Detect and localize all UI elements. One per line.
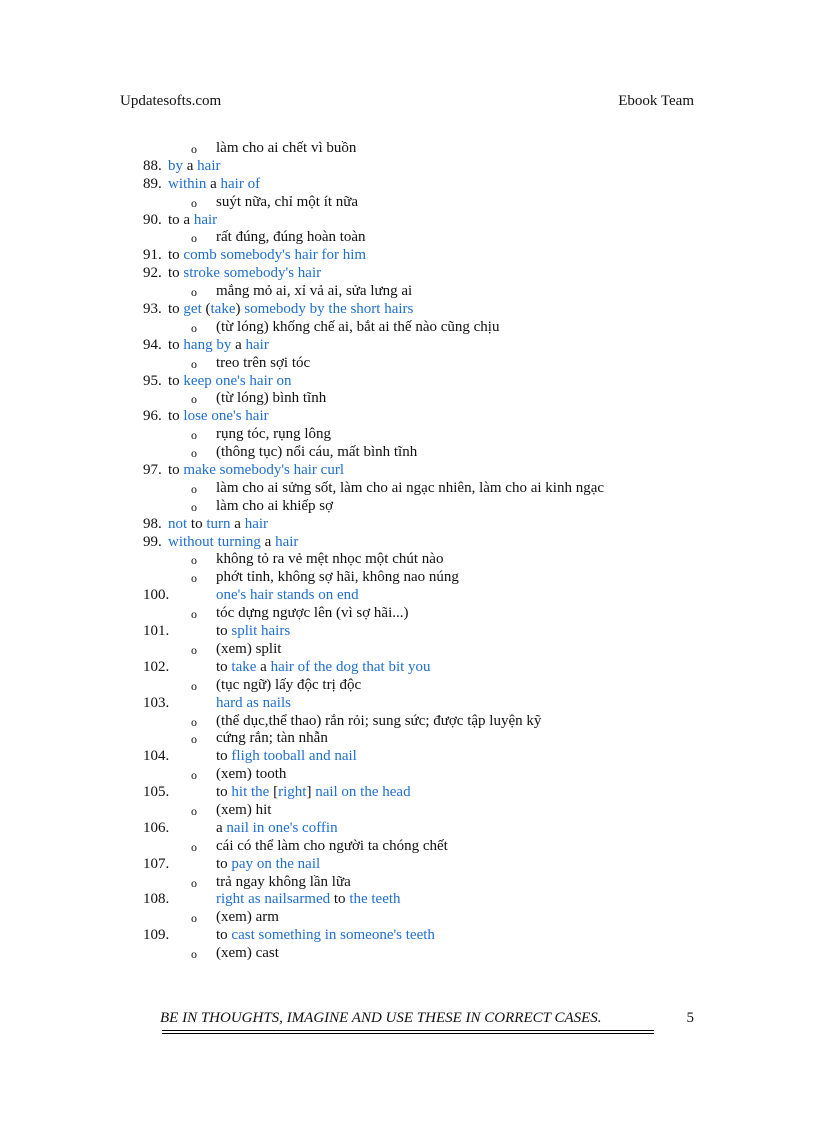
entry-number: 98.	[143, 515, 162, 532]
page-header	[120, 93, 694, 113]
plain-text: to	[168, 265, 184, 282]
plain-text: treo trên sợi tóc	[216, 354, 311, 371]
definition-item	[0, 838, 816, 856]
plain-text: to	[168, 301, 184, 318]
dictionary-link[interactable]: hard as nails	[216, 694, 291, 711]
entry-number: 94.	[143, 336, 162, 353]
bullet-icon: o	[191, 392, 197, 407]
plain-text: a	[256, 658, 271, 675]
definition-text	[216, 605, 409, 623]
entry-number: 103.	[143, 694, 170, 711]
definition-text	[216, 194, 358, 212]
plain-text: to	[168, 336, 184, 353]
footer-slogan: BE IN THOUGHTS, IMAGINE AND USE THESE IN CORRECT CASES.	[160, 1010, 602, 1026]
bullet-icon: o	[191, 356, 197, 371]
plain-text: to	[168, 247, 184, 264]
definition-text	[216, 945, 279, 963]
entry-number: 99.	[143, 533, 162, 550]
plain-text: phớt tỉnh, không sợ hãi, không nao núng	[216, 569, 459, 586]
plain-text: to	[168, 372, 184, 389]
dictionary-link[interactable]: hair of the dog that bit you	[270, 658, 431, 675]
definition-text	[216, 551, 443, 569]
entry-number: 107.	[143, 855, 170, 872]
dictionary-link[interactable]: hair	[245, 336, 269, 353]
idiom-text	[168, 462, 344, 480]
definition-item	[0, 498, 816, 516]
entry-number: 95.	[143, 372, 162, 389]
idiom-text	[168, 212, 217, 230]
idiom-entry	[0, 212, 816, 230]
idiom-entry	[0, 408, 816, 426]
dictionary-link[interactable]: within	[168, 175, 207, 192]
idiom-text	[168, 247, 366, 265]
plain-text: (xem) arm	[216, 909, 279, 926]
definition-text	[216, 229, 366, 247]
idiom-text	[168, 373, 292, 391]
entry-number: 88.	[143, 157, 162, 174]
plain-text: (xem) split	[216, 640, 282, 657]
dictionary-link[interactable]: pay on the nail	[231, 855, 321, 872]
bullet-icon: o	[191, 875, 197, 890]
entry-number: 96.	[143, 408, 162, 425]
dictionary-link[interactable]: hair	[197, 157, 221, 174]
entry-number: 105.	[143, 784, 170, 801]
dictionary-link[interactable]: split hairs	[231, 623, 291, 640]
plain-text: không tỏ ra vẻ mệt nhọc một chút nào	[216, 551, 444, 568]
definition-item	[0, 677, 816, 695]
dictionary-link[interactable]: hair	[244, 515, 269, 532]
plain-text: trả ngay không lần lữa	[216, 873, 351, 890]
idiom-text	[168, 408, 269, 426]
idiom-entry	[0, 927, 816, 945]
plain-text: làm cho ai sửng sốt, làm cho ai ngạc nhiên, làm cho ai kinh ngạc	[216, 479, 605, 496]
plain-text: làm cho ai khiếp sợ	[216, 497, 334, 514]
idiom-entry	[0, 462, 816, 480]
plain-text: cái có thể làm cho người ta chóng chết	[216, 837, 448, 854]
entry-number: 109.	[143, 927, 170, 944]
definition-text	[216, 874, 351, 892]
bullet-icon: o	[191, 571, 197, 586]
plain-text: (thông tục) nổi cáu, mất bình tĩnh	[216, 444, 418, 461]
entry-number: 91.	[143, 247, 162, 264]
plain-text: a	[230, 515, 245, 532]
plain-text: suýt nữa, chỉ một ít nữa	[216, 193, 359, 210]
plain-text: to	[330, 891, 350, 908]
plain-text: a	[183, 157, 198, 174]
definition-item	[0, 569, 816, 587]
definition-text	[216, 444, 417, 462]
entry-number: 97.	[143, 462, 162, 479]
idiom-entry	[0, 534, 816, 552]
definition-item	[0, 390, 816, 408]
definition-text	[216, 641, 281, 659]
dictionary-link[interactable]: stroke somebody's hair	[183, 265, 322, 282]
dictionary-link[interactable]: lose one's hair	[183, 408, 269, 425]
dictionary-link[interactable]: take	[231, 658, 257, 675]
dictionary-link[interactable]: keep one's hair on	[183, 372, 292, 389]
plain-text: a	[231, 336, 246, 353]
idiom-text	[168, 301, 413, 319]
bullet-icon: o	[191, 768, 197, 783]
definition-item	[0, 480, 816, 498]
definition-text	[216, 426, 331, 444]
bullet-icon: o	[191, 553, 197, 568]
dictionary-link[interactable]: by	[168, 157, 183, 174]
plain-text: [	[269, 784, 279, 801]
definition-text	[216, 569, 459, 587]
definition-item	[0, 283, 816, 301]
idiom-entry	[0, 247, 816, 265]
definition-text	[216, 498, 333, 516]
definition-item	[0, 551, 816, 569]
header-site-name: Updatesofts.com	[120, 93, 222, 109]
definition-item	[0, 874, 816, 892]
bullet-icon: o	[191, 714, 197, 729]
idiom-entry	[0, 516, 816, 534]
definition-item	[0, 641, 816, 659]
idiom-text	[216, 856, 320, 874]
dictionary-link[interactable]: nail in one's coffin	[226, 819, 338, 836]
plain-text: to	[168, 408, 184, 425]
plain-text: (thể dục,thể thao) rắn rỏi; sung sức; được tập luyện kỹ	[216, 712, 542, 729]
idiom-text	[216, 784, 411, 802]
idiom-text	[216, 587, 359, 605]
bullet-icon: o	[191, 195, 197, 210]
definition-item	[0, 802, 816, 820]
dictionary-link[interactable]: hair	[193, 211, 218, 228]
plain-text: to	[216, 748, 232, 765]
idiom-entry	[0, 301, 816, 319]
definition-text	[216, 319, 499, 337]
plain-text: to	[216, 623, 232, 640]
idiom-entry	[0, 659, 816, 677]
plain-text: to	[216, 855, 232, 872]
dictionary-link[interactable]: fligh tooball and nail	[231, 748, 357, 765]
bullet-icon: o	[191, 803, 197, 818]
definition-item	[0, 229, 816, 247]
definition-item	[0, 140, 816, 158]
definition-item	[0, 194, 816, 212]
plain-text: (	[201, 301, 211, 318]
definition-text	[216, 909, 279, 927]
plain-text: a	[216, 819, 227, 836]
plain-text: (từ lóng) khống chế ai, bắt ai thế nào cũng chịu	[216, 318, 500, 335]
plain-text: to	[216, 927, 232, 944]
dictionary-link[interactable]: cast something in someone's teeth	[231, 927, 435, 944]
entry-number: 101.	[143, 623, 170, 640]
dictionary-link[interactable]: nail on the head	[315, 784, 411, 801]
idiom-entry	[0, 176, 816, 194]
idiom-entry	[0, 695, 816, 713]
dictionary-link[interactable]: hit the	[231, 784, 270, 801]
idiom-text	[168, 158, 221, 176]
bullet-icon: o	[191, 428, 197, 443]
idiom-entry	[0, 820, 816, 838]
definition-text	[216, 730, 328, 748]
dictionary-link[interactable]: hang by	[183, 336, 232, 353]
bullet-icon: o	[191, 678, 197, 693]
plain-text: to	[216, 784, 232, 801]
plain-text: tóc dựng ngược lên (vì sợ hãi...)	[216, 605, 409, 622]
dictionary-link[interactable]: right as nailsarmed	[216, 891, 331, 908]
plain-text: (xem) tooth	[216, 766, 287, 783]
bullet-icon: o	[191, 481, 197, 496]
plain-text: ]	[306, 784, 316, 801]
idiom-text	[216, 820, 338, 838]
definition-item	[0, 730, 816, 748]
plain-text: )	[235, 301, 245, 318]
definition-text	[216, 355, 310, 373]
dictionary-link[interactable]: turn	[206, 515, 231, 532]
plain-text: rụng tóc, rụng lông	[216, 426, 331, 443]
idiom-text	[216, 623, 290, 641]
definition-item	[0, 426, 816, 444]
entry-number: 90.	[143, 211, 162, 228]
definition-item	[0, 945, 816, 963]
bullet-icon: o	[191, 320, 197, 335]
idiom-entry	[0, 623, 816, 641]
entry-number: 92.	[143, 265, 162, 282]
header-team-name: Ebook Team	[618, 93, 694, 109]
plain-text: a	[206, 175, 221, 192]
idiom-entry	[0, 337, 816, 355]
definition-text	[216, 838, 448, 856]
idiom-text	[168, 265, 321, 283]
idiom-entry	[0, 587, 816, 605]
entry-number: 102.	[143, 658, 170, 675]
idiom-entry	[0, 373, 816, 391]
entry-number: 100.	[143, 587, 170, 604]
idiom-entry	[0, 158, 816, 176]
bullet-icon: o	[191, 499, 197, 514]
definition-text	[216, 480, 604, 498]
plain-text: làm cho ai chết vì buồn	[216, 140, 357, 156]
entry-number: 104.	[143, 748, 170, 765]
idiom-text	[168, 337, 269, 355]
plain-text: to a	[168, 211, 194, 228]
dictionary-link[interactable]: hair	[275, 533, 299, 550]
plain-text: mắng mỏ ai, xỉ vả ai, sửa lưng ai	[216, 283, 413, 300]
entry-number: 93.	[143, 301, 162, 318]
idiom-entry	[0, 891, 816, 909]
definition-text	[216, 140, 356, 158]
definition-text	[216, 390, 326, 408]
bullet-icon: o	[191, 911, 197, 926]
definition-text	[216, 766, 286, 784]
bullet-icon: o	[191, 285, 197, 300]
bullet-icon: o	[191, 732, 197, 747]
bullet-icon: o	[191, 231, 197, 246]
bullet-icon: o	[191, 642, 197, 657]
plain-text: to	[187, 515, 207, 532]
dictionary-link[interactable]: right	[278, 784, 307, 801]
dictionary-link[interactable]: somebody by the short hairs	[244, 301, 414, 318]
plain-text: to	[216, 658, 232, 675]
plain-text: (từ lóng) bình tĩnh	[216, 390, 327, 407]
idiom-text	[216, 891, 401, 909]
definition-item	[0, 909, 816, 927]
bullet-icon: o	[191, 446, 197, 461]
bullet-icon: o	[191, 839, 197, 854]
dictionary-link[interactable]: take	[210, 301, 236, 318]
footer-rule-top	[162, 1030, 654, 1031]
idiom-text	[216, 748, 357, 766]
idiom-text	[168, 516, 268, 534]
idiom-text	[216, 659, 431, 677]
dictionary-link[interactable]: not	[168, 515, 188, 532]
definition-text	[216, 713, 541, 731]
plain-text: a	[260, 533, 276, 550]
entry-number: 89.	[143, 175, 162, 192]
dictionary-link[interactable]: make somebody's hair curl	[183, 462, 344, 479]
definition-item	[0, 713, 816, 731]
definition-item	[0, 605, 816, 623]
dictionary-link[interactable]: hair of	[220, 175, 261, 192]
idiom-entry	[0, 748, 816, 766]
idiom-list	[0, 140, 816, 963]
plain-text: to	[168, 462, 184, 479]
bullet-icon: o	[191, 947, 197, 962]
idiom-entry	[0, 856, 816, 874]
definition-text	[216, 677, 361, 695]
dictionary-link[interactable]: without turning	[168, 533, 261, 550]
definition-item	[0, 444, 816, 462]
definition-text	[216, 283, 412, 301]
entry-number: 108.	[143, 891, 170, 908]
idiom-text	[216, 927, 435, 945]
plain-text: rất đúng, đúng hoàn toàn	[216, 229, 366, 246]
plain-text: (xem) cast	[216, 945, 279, 962]
plain-text: (xem) hit	[216, 801, 272, 818]
dictionary-link[interactable]: the teeth	[349, 891, 401, 908]
entry-number: 106.	[143, 819, 170, 836]
idiom-text	[168, 176, 260, 194]
dictionary-link[interactable]: comb somebody's hair for him	[183, 247, 367, 264]
dictionary-link[interactable]: one's hair stands on end	[216, 587, 359, 604]
bullet-icon: o	[191, 142, 197, 156]
footer-rule-bottom	[162, 1033, 654, 1034]
definition-item	[0, 766, 816, 784]
bullet-icon: o	[191, 607, 197, 622]
idiom-text	[216, 695, 291, 713]
plain-text: (tục ngữ) lấy độc trị độc	[216, 676, 362, 693]
page-number: 5	[686, 1010, 694, 1026]
plain-text: cứng rắn; tàn nhẫn	[216, 730, 328, 747]
definition-item	[0, 355, 816, 373]
definition-text	[216, 802, 271, 820]
idiom-text	[168, 534, 298, 552]
dictionary-link[interactable]: get	[183, 301, 202, 318]
idiom-entry	[0, 265, 816, 283]
definition-item	[0, 319, 816, 337]
idiom-entry	[0, 784, 816, 802]
